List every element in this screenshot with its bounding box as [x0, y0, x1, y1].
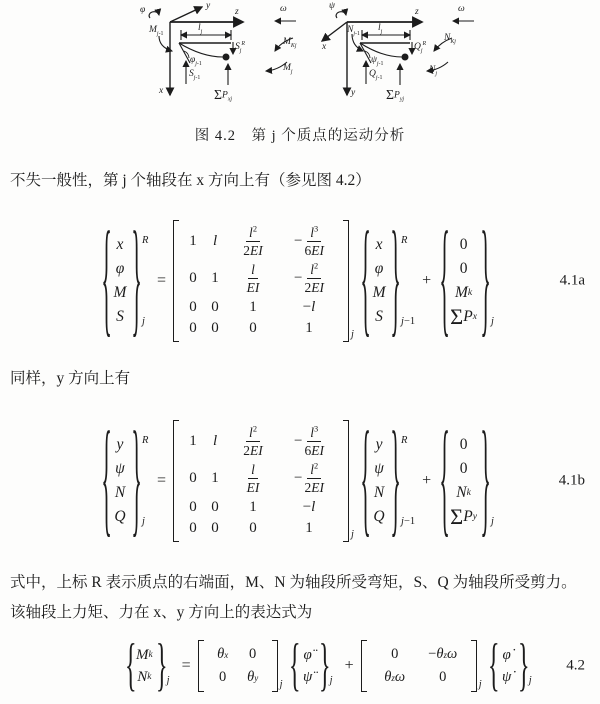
vector-entry: M k	[454, 284, 473, 301]
subscript-j: j	[490, 516, 494, 527]
vector-entry: Q	[373, 508, 385, 525]
vector-scripts	[167, 644, 175, 688]
vector-scripts	[491, 233, 499, 329]
vector-entry: N k	[137, 668, 152, 685]
y-axis-label: y	[206, 1, 211, 11]
figure-caption: 图 4.2 第 j 个质点的运动分析	[194, 128, 406, 144]
vector-entry: y	[375, 436, 383, 453]
matrix-cell: θ x	[217, 646, 229, 662]
superscript-R: R	[142, 235, 149, 246]
moment-j-label: $M_j$	[283, 63, 293, 75]
matrix-scripts	[351, 220, 359, 342]
left-brace	[360, 417, 367, 546]
equation-4-2	[0, 632, 600, 700]
plus-sign: +	[422, 472, 432, 489]
inertia-matrix	[198, 640, 288, 692]
vector-entries	[110, 233, 130, 329]
right-diagram	[322, 12, 474, 95]
vector-entry: y	[116, 436, 124, 453]
subscript-j-1: j−1	[401, 516, 416, 527]
vector-entry: φ	[115, 260, 125, 277]
vector-entry: N k	[456, 484, 471, 501]
matrix-body	[179, 420, 343, 542]
z-axis-label: z	[415, 7, 419, 17]
matrix-cell: 0	[211, 320, 219, 336]
left-brace	[440, 417, 447, 546]
x-axis-label: x	[322, 42, 327, 52]
vector-scripts	[401, 233, 415, 329]
matrix-cell: 0	[189, 470, 197, 486]
left-diagram	[149, 4, 296, 95]
matrix-scripts	[280, 640, 288, 692]
equation-number: 4.1a	[559, 272, 585, 289]
matrix-cell: $\frac{l^2}{2EI}$	[243, 224, 263, 258]
length-label: $l_j$	[378, 23, 383, 35]
vector-entry: ψ	[374, 460, 384, 477]
vector-entries	[134, 644, 155, 688]
vector-entry: S	[375, 308, 383, 325]
phi-label: φ	[140, 5, 146, 15]
vector-entries	[369, 233, 389, 329]
matrix-row	[183, 497, 339, 518]
matrix-cell: − l	[302, 499, 316, 515]
angle-label: $\psi_{j-1}$	[371, 55, 384, 67]
matrix-body	[179, 220, 343, 342]
angle-label: $\varphi_{j-1}$	[190, 55, 202, 67]
plus-sign: +	[344, 657, 354, 674]
paragraph-explanation: 式中，上标 R 表示质点的右端面，M、N 为轴段所受弯矩，S、Q 为轴段所受剪力。该轴段上力矩、力在 x、y 方向上的表达式为	[10, 574, 577, 621]
right-brace	[390, 417, 397, 546]
equals-sign: =	[181, 657, 191, 674]
diagram-canvas	[0, 0, 600, 118]
equation-4-1a	[0, 210, 600, 352]
matrix-row	[183, 223, 339, 260]
vector-entry: N	[114, 484, 126, 501]
matrix-cell: 1	[249, 499, 257, 515]
figure-4-2	[0, 0, 600, 118]
y-axis-label: y	[351, 88, 356, 98]
vector-entry: M	[113, 284, 127, 301]
vector-entry: 0	[459, 436, 468, 453]
matrix-cell: $\frac{l^2}{2EI}$	[243, 424, 263, 458]
phi-rotation-arrow	[149, 12, 159, 18]
vector-entry: N	[373, 484, 385, 501]
matrix-cell: − $\frac{l^2}{2EI}$	[294, 261, 325, 295]
force-sum-label: $\Sigma P_{xj}$	[214, 87, 233, 103]
angular-velocity-vector	[487, 644, 537, 688]
subscript-j: j	[329, 675, 333, 686]
paragraph-intro-y: 同样，y 方向上有	[10, 370, 131, 387]
vector-entry: ψ	[115, 460, 125, 477]
shear-prev-label: $S_{j-1}$	[189, 69, 201, 81]
matrix-cell: 0	[249, 320, 257, 336]
load-vector	[438, 433, 499, 529]
matrix-cell: θ y	[247, 669, 259, 685]
matrix-row	[183, 318, 339, 339]
bracket-right	[471, 640, 477, 692]
subscript-j: j	[351, 529, 354, 540]
matrix-cell: 0	[189, 499, 197, 515]
subscript-j: j	[351, 329, 354, 340]
vector-entry: φ̇	[502, 646, 511, 663]
vector-entries	[448, 433, 479, 529]
matrix-cell: 0	[211, 299, 219, 315]
shear-prev-label: $Q_{j-1}$	[369, 69, 383, 81]
matrix-row	[371, 666, 467, 689]
right-brace	[131, 217, 138, 346]
matrix-row	[208, 666, 268, 689]
vector-scripts	[142, 433, 150, 529]
z-axis-label: z	[235, 7, 239, 17]
moment-k-label: $M_{Kj}$	[283, 37, 297, 49]
matrix-row	[183, 423, 339, 460]
vector-scripts	[529, 644, 537, 688]
matrix-cell: l	[212, 433, 218, 449]
matrix-cell: 1	[189, 433, 197, 449]
matrix-cell: 1	[305, 520, 313, 536]
matrix-row	[183, 460, 339, 497]
left-brace	[101, 417, 108, 546]
matrix-cell: 1	[211, 270, 219, 286]
omega-label: ω	[458, 4, 465, 14]
right-brace	[480, 217, 487, 346]
moment-k-label: $N_{Kj}$	[444, 33, 456, 45]
matrix-cell: 0	[189, 299, 197, 315]
left-brace	[289, 637, 297, 696]
subscript-j: j	[478, 679, 482, 690]
superscript-R: R	[401, 235, 408, 246]
vector-entry: M k	[136, 646, 153, 663]
equation-4-1b	[0, 410, 600, 552]
shear-right-label: $Q_j^R$	[414, 40, 427, 54]
bracket-right	[343, 420, 349, 542]
subscript-j: j	[528, 675, 532, 686]
subscript-j: j	[166, 675, 170, 686]
vector-scripts	[330, 644, 338, 688]
force-sum-label: $\Sigma P_{yj}$	[386, 87, 405, 103]
matrix-cell: − θ z ω	[428, 646, 458, 662]
matrix-row	[183, 518, 339, 539]
matrix-cell: $\frac{l}{EI}$	[246, 261, 260, 295]
matrix-body	[367, 640, 471, 692]
bracket-right	[272, 640, 278, 692]
right-brace	[319, 637, 327, 696]
matrix-cell: − $\frac{l^3}{6EI}$	[294, 424, 325, 458]
vector-entries	[110, 433, 130, 529]
left-brace	[488, 637, 496, 696]
vector-scripts	[491, 433, 499, 529]
matrix-cell: − $\frac{l^2}{2EI}$	[294, 461, 325, 495]
vector-entry: M	[372, 284, 386, 301]
matrix-cell: 0	[249, 520, 257, 536]
vector-entry: 0	[459, 260, 468, 277]
shear-right-label: $S_j^R$	[235, 40, 245, 54]
moment-vector-lhs	[124, 644, 175, 688]
vector-scripts	[401, 433, 415, 529]
matrix-cell: − $\frac{l^3}{6EI}$	[294, 224, 325, 258]
matrix-cell: 1	[305, 320, 313, 336]
left-brace	[101, 217, 108, 346]
vector-entry: x	[375, 236, 383, 253]
vector-entry: φ̈	[303, 646, 312, 663]
transfer-matrix	[173, 220, 359, 342]
psi-rotation-arrow	[336, 12, 346, 18]
matrix-cell: − l	[302, 299, 316, 315]
vector-entry: Q	[114, 508, 126, 525]
psi-label: ψ	[329, 1, 335, 11]
matrix-row	[183, 260, 339, 297]
matrix-cell: l	[212, 233, 218, 249]
state-vector-lhs	[100, 233, 150, 329]
matrix-scripts	[351, 420, 359, 542]
equals-sign: =	[157, 272, 167, 289]
state-vector-lhs	[100, 433, 150, 529]
matrix-cell: 0	[391, 646, 399, 662]
right-brace	[518, 637, 526, 696]
bracket-right	[343, 220, 349, 342]
matrix-body	[204, 640, 272, 692]
angular-accel-vector	[288, 644, 338, 688]
matrix-cell: 1	[189, 233, 197, 249]
vector-entry: 0	[459, 236, 468, 253]
subscript-j: j	[279, 679, 283, 690]
matrix-cell: $\frac{l}{EI}$	[246, 461, 260, 495]
vector-entry: ψ̇	[502, 668, 512, 685]
matrix-scripts	[479, 640, 487, 692]
matrix-cell: 1	[249, 299, 257, 315]
left-brace	[360, 217, 367, 346]
y-axis-left	[170, 7, 202, 22]
moment-prev-label: $N_{j-1}$	[347, 25, 360, 37]
transfer-matrix	[173, 420, 359, 542]
paragraph-intro-x: 不失一般性，第 j 个轴段在 x 方向上有（参见图 4.2）	[10, 172, 371, 189]
vector-entries	[298, 644, 318, 688]
mass-dot-right	[402, 54, 409, 61]
matrix-row	[183, 297, 339, 318]
vector-entries	[497, 644, 517, 688]
matrix-cell: 0	[189, 270, 197, 286]
mass-dot-left	[223, 54, 230, 61]
vector-entry: x	[116, 236, 124, 253]
matrix-cell: 0	[249, 646, 257, 662]
omega-label: ω	[280, 4, 287, 14]
right-brace	[131, 417, 138, 546]
matrix-row	[371, 643, 467, 666]
x-axis-label: x	[159, 86, 164, 96]
matrix-cell: 0	[189, 320, 197, 336]
vector-entry: Σ P x	[450, 304, 477, 330]
matrix-cell: 0	[189, 520, 197, 536]
vector-entry: φ	[374, 260, 384, 277]
matrix-cell: θ z ω	[384, 669, 406, 685]
gyroscopic-matrix	[361, 640, 487, 692]
x-axis-right	[322, 22, 347, 41]
vector-entry: ψ̈	[303, 668, 313, 685]
vector-scripts	[142, 233, 150, 329]
state-vector-rhs	[359, 433, 415, 529]
equation-number: 4.2	[566, 657, 585, 674]
superscript-R: R	[401, 435, 408, 446]
right-brace	[156, 637, 164, 696]
subscript-j: j	[142, 316, 145, 327]
subscript-j-1: j−1	[401, 316, 416, 327]
load-vector	[438, 233, 499, 329]
vector-entry: Σ P y	[450, 504, 477, 530]
state-vector-rhs	[359, 233, 415, 329]
matrix-cell: 0	[439, 669, 447, 685]
subscript-j: j	[142, 516, 145, 527]
length-label: $l_j$	[198, 23, 203, 35]
vector-entry: S	[116, 308, 124, 325]
plus-sign: +	[422, 272, 432, 289]
right-brace	[480, 417, 487, 546]
superscript-R: R	[142, 435, 149, 446]
moment-prev-label: $M_{j-1}$	[149, 25, 164, 37]
vector-entry: 0	[459, 460, 468, 477]
equation-number: 4.1b	[558, 472, 585, 489]
matrix-cell: 0	[211, 499, 219, 515]
matrix-cell: 1	[211, 470, 219, 486]
equals-sign: =	[157, 472, 167, 489]
left-brace	[440, 217, 447, 346]
moment-j-label: $N_j$	[429, 65, 437, 77]
matrix-row	[208, 643, 268, 666]
right-brace	[390, 217, 397, 346]
matrix-cell: 0	[211, 520, 219, 536]
matrix-cell: 0	[219, 669, 227, 685]
left-brace	[125, 637, 133, 696]
subscript-j: j	[490, 316, 494, 327]
vector-entries	[448, 233, 479, 329]
vector-entries	[369, 433, 389, 529]
